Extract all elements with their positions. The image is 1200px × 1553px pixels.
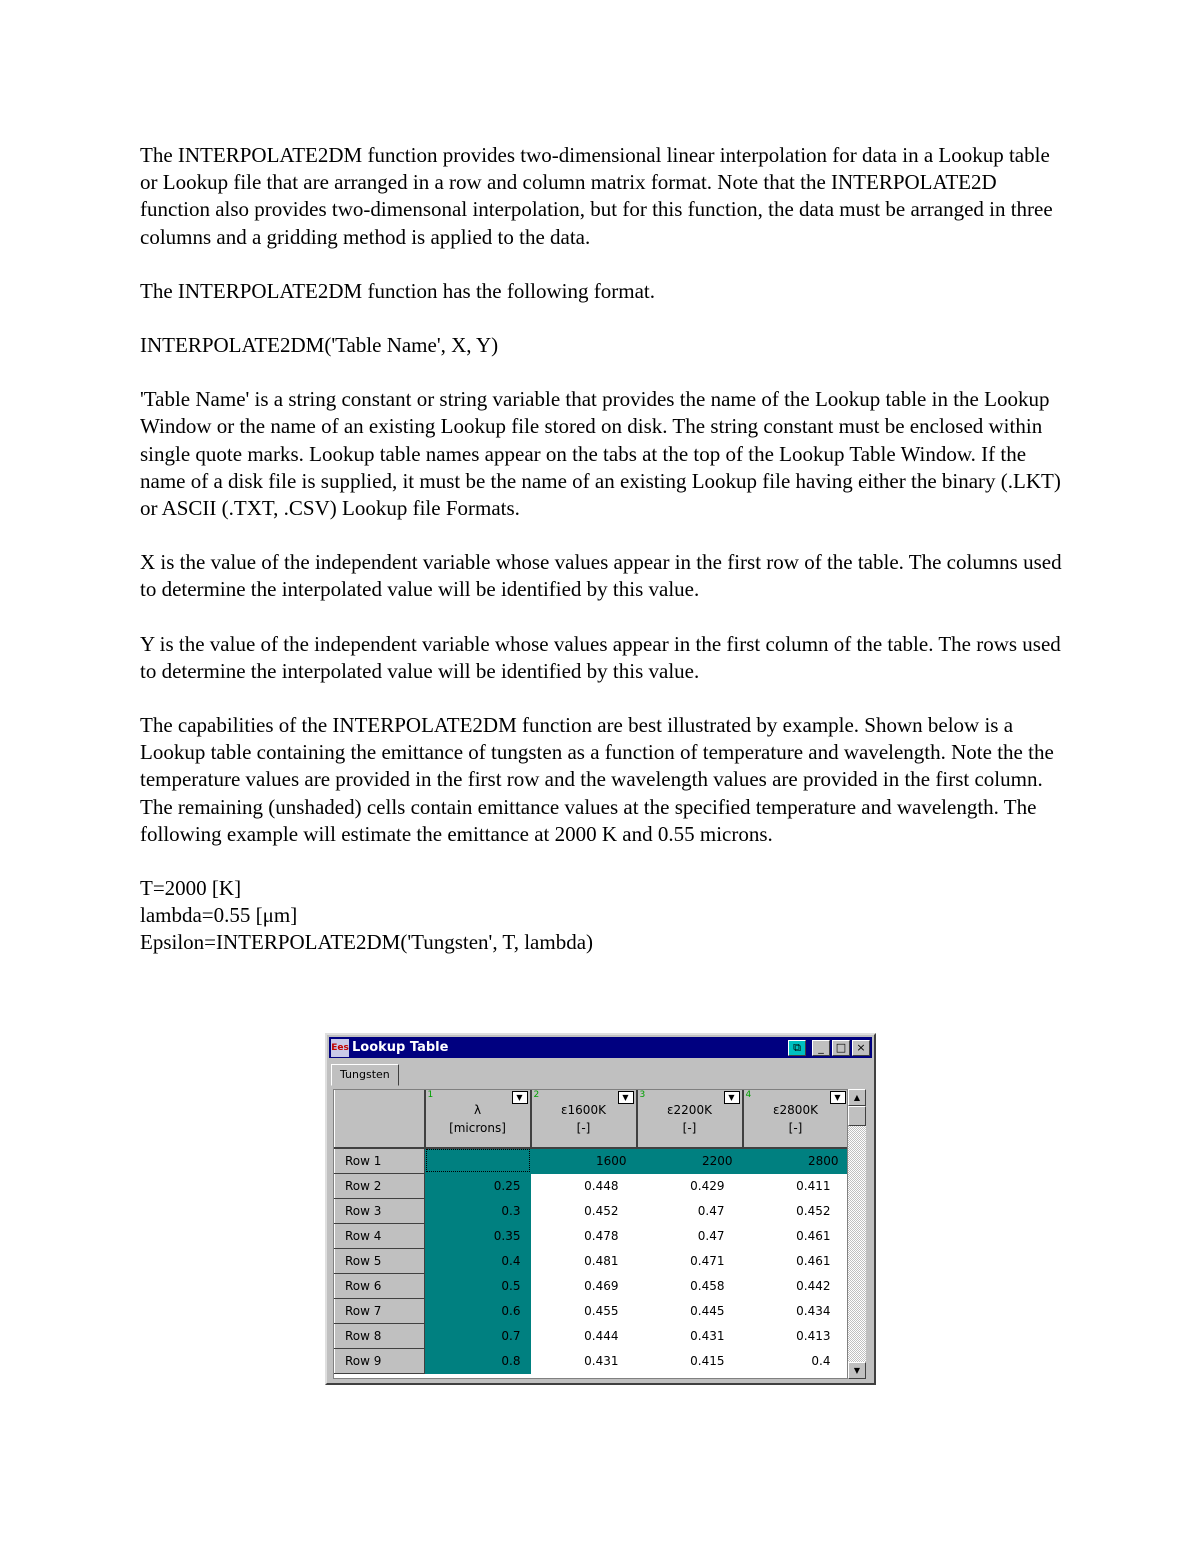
paragraph-syntax: INTERPOLATE2DM('Table Name', X, Y) <box>140 333 499 358</box>
row-header[interactable]: Row 1 <box>335 1148 425 1173</box>
window-title: Lookup Table <box>352 1040 449 1055</box>
table-cell[interactable]: 0.448 <box>531 1173 637 1198</box>
table-row <box>335 1173 849 1198</box>
paragraph-table-name: 'Table Name' is a string constant or string variable that provides the name of the Lookup table in the Lookup Window or the name of an existing Lookup file stored on disk. The string constant must be enclosed within single quote marks. Lookup table names appear on the tabs at the top of the Lookup Table Window. If the name of a disk file is supplied, it must be the name of an existing Lookup file having either the binary (.LKT) or ASCII (.TXT, .CSV) Lookup file Formats. <box>140 387 1061 521</box>
table-cell[interactable]: 0.47 <box>637 1198 743 1223</box>
column-header-e1600k[interactable]: 2 ▼ ε1600K [-] <box>531 1090 637 1148</box>
table-cell[interactable]: 0.452 <box>743 1198 849 1223</box>
dropdown-arrow-icon[interactable]: ▼ <box>618 1091 634 1104</box>
lookup-table-window <box>325 1033 876 1385</box>
table-row <box>335 1148 849 1173</box>
column-header-e2200k[interactable]: 3 ▼ ε2200K [-] <box>637 1090 743 1148</box>
table-row <box>335 1298 849 1323</box>
table-cell[interactable]: 0.478 <box>531 1223 637 1248</box>
paragraph-format-intro: The INTERPOLATE2DM function has the following format. <box>140 278 655 303</box>
table-cell[interactable]: 0.4 <box>425 1248 531 1273</box>
table-cell[interactable]: 0.442 <box>743 1273 849 1298</box>
table-cell[interactable]: 0.415 <box>637 1348 743 1373</box>
row-header[interactable]: Row 8 <box>335 1323 425 1348</box>
row-header[interactable]: Row 4 <box>335 1223 425 1248</box>
table-cell[interactable]: 0.481 <box>531 1248 637 1273</box>
table-cell[interactable]: 0.3 <box>425 1198 531 1223</box>
document-body <box>140 142 1070 957</box>
column-header-lambda[interactable]: 1 ▼ λ [microns] <box>425 1090 531 1148</box>
table-cell[interactable]: 0.413 <box>743 1323 849 1348</box>
table-row <box>335 1273 849 1298</box>
table-cell[interactable]: 0.35 <box>425 1223 531 1248</box>
table-cell[interactable]: 0.411 <box>743 1173 849 1198</box>
table-cell[interactable]: 0.461 <box>743 1223 849 1248</box>
tab-tungsten[interactable]: Tungsten <box>331 1064 399 1086</box>
grid-corner[interactable] <box>335 1090 425 1148</box>
column-header-e2800k[interactable]: 4 ▼ ε2800K [-] <box>743 1090 849 1148</box>
paragraph-intro: The INTERPOLATE2DM function provides two-dimensional linear interpolation for data in a Lookup table or Lookup file that are arranged in a row and column matrix format. Note that the INTERPOLATE2D function also provides two-dimensonal interpolation, but for this function, the data must be arranged in three columns and a gridding method is applied to the data. <box>140 143 1053 249</box>
table-tabs <box>331 1063 399 1087</box>
paragraph-example: The capabilities of the INTERPOLATE2DM function are best illustrated by example. Shown below is a Lookup table containing the emittance of tungsten as a function of temperature and wavelength. Note the the temperature values are provided in the first row and the wavelength values are provided in the first column. The remaining (unshaded) cells contain emittance values at the specified temperature and wavelength. The following example will estimate the emittance at 2000 K and 0.55 microns. <box>140 713 1054 846</box>
row-header[interactable]: Row 9 <box>335 1348 425 1373</box>
table-cell[interactable]: 0.431 <box>637 1323 743 1348</box>
table-cell[interactable]: 0.434 <box>743 1298 849 1323</box>
row-header[interactable]: Row 7 <box>335 1298 425 1323</box>
paragraph-x: X is the value of the independent variable whose values appear in the first row of the table. The columns used to determine the interpolated value will be identified by this value. <box>140 550 1062 602</box>
table-row <box>335 1323 849 1348</box>
table-cell[interactable]: 0.6 <box>425 1298 531 1323</box>
table-cell[interactable]: 0.429 <box>637 1173 743 1198</box>
row-header[interactable]: Row 3 <box>335 1198 425 1223</box>
table-row <box>335 1223 849 1248</box>
paragraph-y: Y is the value of the independent variable whose values appear in the first column of the table. The rows used to determine the interpolated value will be identified by this value. <box>140 631 1061 683</box>
code-line-epsilon: Epsilon=INTERPOLATE2DM('Tungsten', T, lambda) <box>140 930 594 955</box>
table-cell[interactable]: 0.47 <box>637 1223 743 1248</box>
table-cell[interactable]: 2200 <box>637 1148 743 1173</box>
table-row <box>335 1348 849 1373</box>
table-cell[interactable]: 0.455 <box>531 1298 637 1323</box>
vertical-scrollbar[interactable] <box>848 1089 866 1379</box>
scroll-up-icon[interactable]: ▲ <box>848 1089 866 1106</box>
app-icon: Ees <box>331 1039 349 1057</box>
table-cell[interactable]: 0.461 <box>743 1248 849 1273</box>
code-line-t: T=2000 [K] <box>140 876 242 901</box>
dropdown-arrow-icon[interactable]: ▼ <box>830 1091 846 1104</box>
maximize-button[interactable]: □ <box>832 1040 850 1056</box>
table-cell[interactable]: 0.458 <box>637 1273 743 1298</box>
table-cell[interactable]: 0.469 <box>531 1273 637 1298</box>
table-cell[interactable]: 2800 <box>743 1148 849 1173</box>
scroll-down-icon[interactable]: ▼ <box>848 1362 866 1379</box>
scroll-thumb[interactable] <box>848 1106 866 1126</box>
row-header[interactable]: Row 5 <box>335 1248 425 1273</box>
lookup-grid <box>333 1089 848 1379</box>
table-cell[interactable]: 0.444 <box>531 1323 637 1348</box>
code-line-lambda: lambda=0.55 [μm] <box>140 903 298 928</box>
table-row <box>335 1248 849 1273</box>
table-cell[interactable] <box>425 1148 531 1173</box>
table-cell[interactable]: 0.431 <box>531 1348 637 1373</box>
table-cell[interactable]: 0.445 <box>637 1298 743 1323</box>
minimize-button[interactable]: _ <box>812 1040 830 1056</box>
table-cell[interactable]: 0.5 <box>425 1273 531 1298</box>
table-cell[interactable]: 0.452 <box>531 1198 637 1223</box>
table-cell[interactable]: 1600 <box>531 1148 637 1173</box>
table-cell[interactable]: 0.471 <box>637 1248 743 1273</box>
table-cell[interactable]: 0.25 <box>425 1173 531 1198</box>
dropdown-arrow-icon[interactable]: ▼ <box>724 1091 740 1104</box>
table-row <box>335 1198 849 1223</box>
window-titlebar[interactable] <box>329 1037 872 1058</box>
table-cell[interactable]: 0.8 <box>425 1348 531 1373</box>
row-header[interactable]: Row 6 <box>335 1273 425 1298</box>
row-header[interactable]: Row 2 <box>335 1173 425 1198</box>
dropdown-arrow-icon[interactable]: ▼ <box>512 1091 528 1104</box>
table-cell[interactable]: 0.4 <box>743 1348 849 1373</box>
close-button[interactable]: × <box>852 1040 870 1056</box>
arrange-icon[interactable]: ⧉ <box>788 1040 806 1056</box>
table-cell[interactable]: 0.7 <box>425 1323 531 1348</box>
